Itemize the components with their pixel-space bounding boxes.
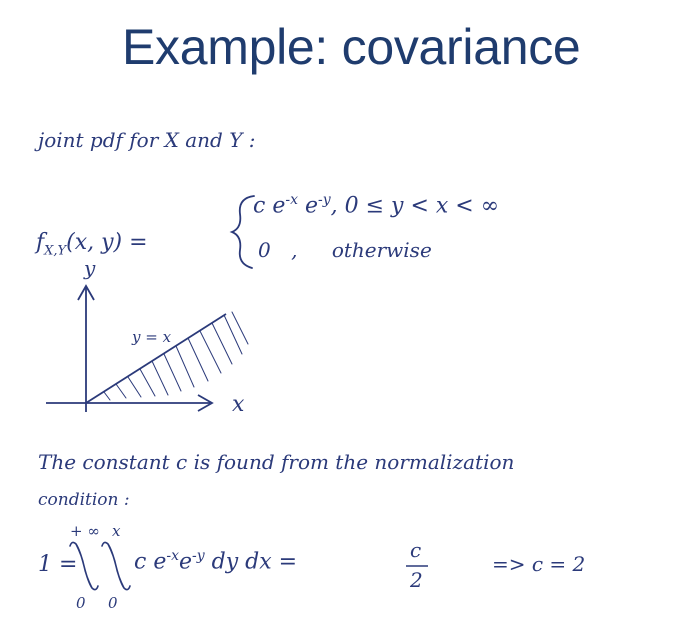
outer-upper-limit: + ∞ xyxy=(70,522,100,540)
case-brace xyxy=(232,196,254,268)
inner-integral-sign xyxy=(102,542,130,589)
pdf-case1-cond: , 0 ≤ y < x < ∞ xyxy=(330,193,500,219)
pdf-case1-exp1: -x xyxy=(285,192,298,208)
result-text: => c = 2 xyxy=(492,552,586,576)
pdf-case2-cond: otherwise xyxy=(331,238,432,262)
region-hatching xyxy=(104,312,248,400)
page-title: Example: covariance xyxy=(122,19,581,75)
integrand-exp1: -x xyxy=(166,548,179,564)
outer-lower-limit: 0 xyxy=(76,594,86,612)
integrand xyxy=(134,548,297,574)
pdf-case1-exp2: -y xyxy=(318,192,331,208)
diagonal-line-label: y = x xyxy=(132,328,172,346)
normalization-line-2: condition : xyxy=(38,490,130,510)
fraction-denominator: 2 xyxy=(410,568,423,592)
pdf-case1-e2: e xyxy=(304,193,319,219)
pdf-case2-value: 0 xyxy=(258,238,271,262)
pdf-lhs-f: f xyxy=(36,230,45,255)
integrand-c: c e xyxy=(134,549,167,575)
normalization-line-1: The constant c is found from the normalization xyxy=(38,450,515,474)
integrand-e2: e xyxy=(178,549,193,575)
inner-upper-limit: x xyxy=(112,522,121,540)
pdf-lhs-sub: X,Y xyxy=(44,243,67,259)
integrand-exp2: -y xyxy=(192,548,205,564)
integrand-tail: dy dx = xyxy=(211,549,298,575)
x-axis-label: x xyxy=(232,392,245,417)
integral-lhs: 1 = xyxy=(38,552,78,577)
fraction-numerator: c xyxy=(410,538,422,562)
pdf-case1-c: c e xyxy=(253,193,286,219)
y-axis-label: y xyxy=(84,256,96,280)
pdf-lhs-args: (x, y) = xyxy=(66,230,148,255)
inner-lower-limit: 0 xyxy=(108,594,118,612)
intro-text: joint pdf for X and Y : xyxy=(38,128,256,152)
pdf-case2-sep: , xyxy=(291,238,298,262)
